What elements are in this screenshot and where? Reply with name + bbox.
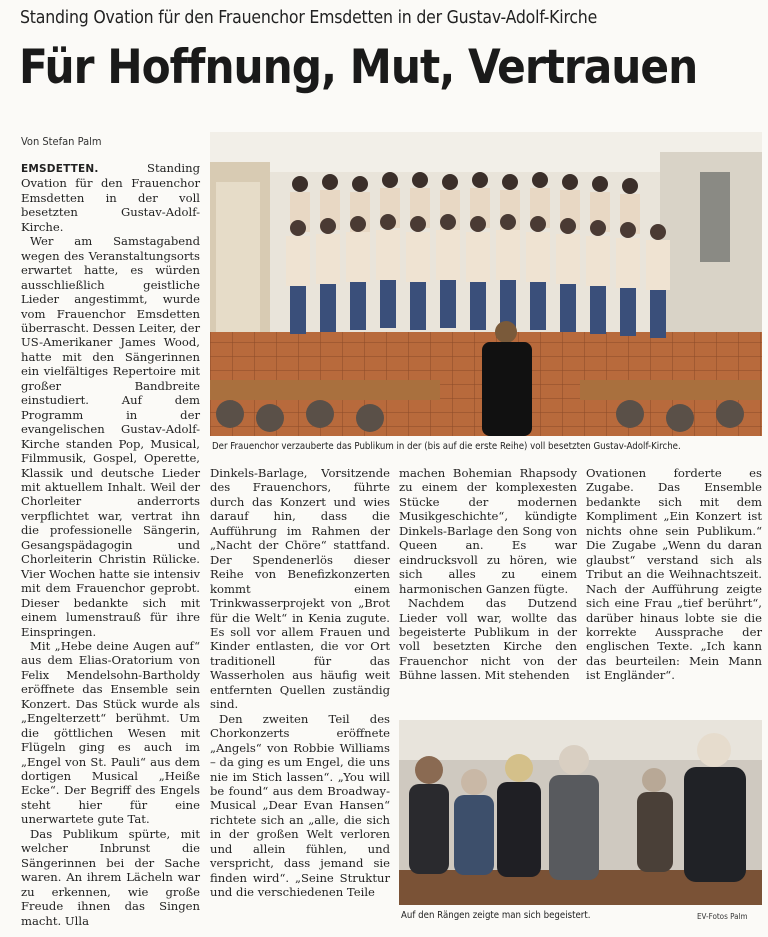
dateline: EMSDETTEN.	[21, 163, 99, 175]
paragraph: machen Bohemian Rhapsody zu einem der komplexesten Stücke der modernen Musikgeschichte“, kündigte Dinkels-Barlage den Song von Queen an. Es war eindrucksvoll zu hören, wie sich alles zu einem harmonischen Ganzen fügte.	[399, 466, 577, 596]
text-column-2	[210, 466, 390, 900]
photo-caption-bottom: Auf den Rängen zeigte man sich begeistert.	[401, 910, 591, 921]
photo-caption-top: Der Frauenchor verzauberte das Publikum in der (bis auf die erste Reihe) voll besetzten Gustav-Adolf-Kirche.	[212, 441, 681, 452]
text-column-4	[586, 466, 762, 683]
article-kicker: Standing Ovation für den Frauenchor Emsdetten in der Gustav-Adolf-Kirche	[20, 8, 598, 28]
paragraph: Den zweiten Teil des Chorkonzerts eröffnete „Angels“ von Robbie Williams – da ging es um Engel, die uns nie im Stich lassen“. „You will be found“ aus dem Broadway-Musical „Dear Evan Hansen“ richtete sich an „alle, die sich in der großen Welt verloren und allein fühlen, und verspricht, dass jemand sie finden wird“. „Seine Struktur und die verschiedenen Teile	[210, 711, 390, 900]
paragraph: Nachdem das Dutzend Lieder voll war, wollte das begeisterte Publikum in der voll besetzten Kirche den Frauenchor nicht von der Bühne lassen. Mit stehenden	[399, 596, 577, 683]
byline: Von Stefan Palm	[21, 135, 102, 148]
audience-photo	[399, 720, 762, 905]
paragraph: Mit „Hebe deine Augen auf“ aus dem Elias-Oratorium von Felix Mendelsohn-Bartholdy eröffnete das Ensemble sein Konzert. Das Stück wurde als „Engelterzett“ berühmt. Um die göttlichen Wesen mit Flügeln ging es auch im „Engel von St. Pauli“ aus dem dortigen Musical „Heiße Ecke“. Der Begriff des Engels steht hier für eine unerwartete gute Tat.	[21, 638, 200, 827]
paragraph: Wer am Samstagabend wegen des Veranstaltungsorts erwartet hatte, es würden ausschließlich geistliche Lieder angestimmt, wurde vom Frauenchor Emsdetten überrascht. Dessen Leiter, der US-Amerikaner James Wood, hatte mit den Sängerinnen ein vielfältiges Repertoire mit großer Bandbreite einstudiert. Auf dem Programm in der evangelischen Gustav-Adolf-Kirche standen Pop, Musical, Filmmusik, Gospel, Operette, Klassik und deutsche Lieder mit aktuellem Inhalt. Weil der Chorleiter anderrorts verpflichtet war, vertrat ihn die professionelle Sängerin, Gesangspädagogin und Chorleiterin Christin Rülicke. Vier Wochen hatte sie intensiv mit dem Frauenchor geprobt. Dieser bedankte sich mit einem lumenstrauß für ihre Einspringen.	[21, 234, 201, 639]
text-column-3	[399, 466, 577, 683]
paragraph: Dinkels-Barlage, Vorsitzende des Frauenchors, führte durch das Konzert und wies darauf hin, dass die Aufführung im Rahmen der „Nacht der Chöre“ stattfand. Der Spendenerlös dieser Reihe von Benefizkonzerten kommt einem Trinkwasserprojekt von „Brot für die Welt“ in Kenia zugute. Es soll vor allem Frauen und Kinder entlasten, die vor Ort traditionell für das Wasserholen aus häufig weit entfernten Quellen zuständig sind.	[210, 466, 390, 712]
article-headline: Für Hoffnung, Mut, Vertrauen	[19, 40, 698, 95]
text-column-1	[21, 161, 200, 928]
paragraph: Das Publikum spürte, mit welcher Inbrunst die Sängerinnen bei der Sache waren. An ihrem Lächeln war zu erkennen, wie große Freude ihnen das Singen macht. Ulla	[21, 826, 200, 928]
paragraph: Standing Ovation für den Frauenchor Emsdetten in der voll besetzten Gustav-Adolf-Kirche.	[21, 161, 200, 234]
choir-photo	[210, 132, 762, 436]
paragraph: Ovationen forderte es Zugabe. Das Ensemble bedankte sich mit dem Kompliment „Ein Konzert ist nichts ohne sein Publikum.“ Die Zugabe „Wenn du daran glaubst“ verstand sich als Tribut an die Weihnachtszeit. Nach der Aufführung zeigte sich eine Frau „tief berührt“, darüber hinaus lobte sie die korrekte Aussprache der englischen Texte. „Ich kann das beurteilen: Mein Mann ist Engländer“.	[586, 466, 762, 683]
photo-credit: EV-Fotos Palm	[697, 912, 748, 921]
